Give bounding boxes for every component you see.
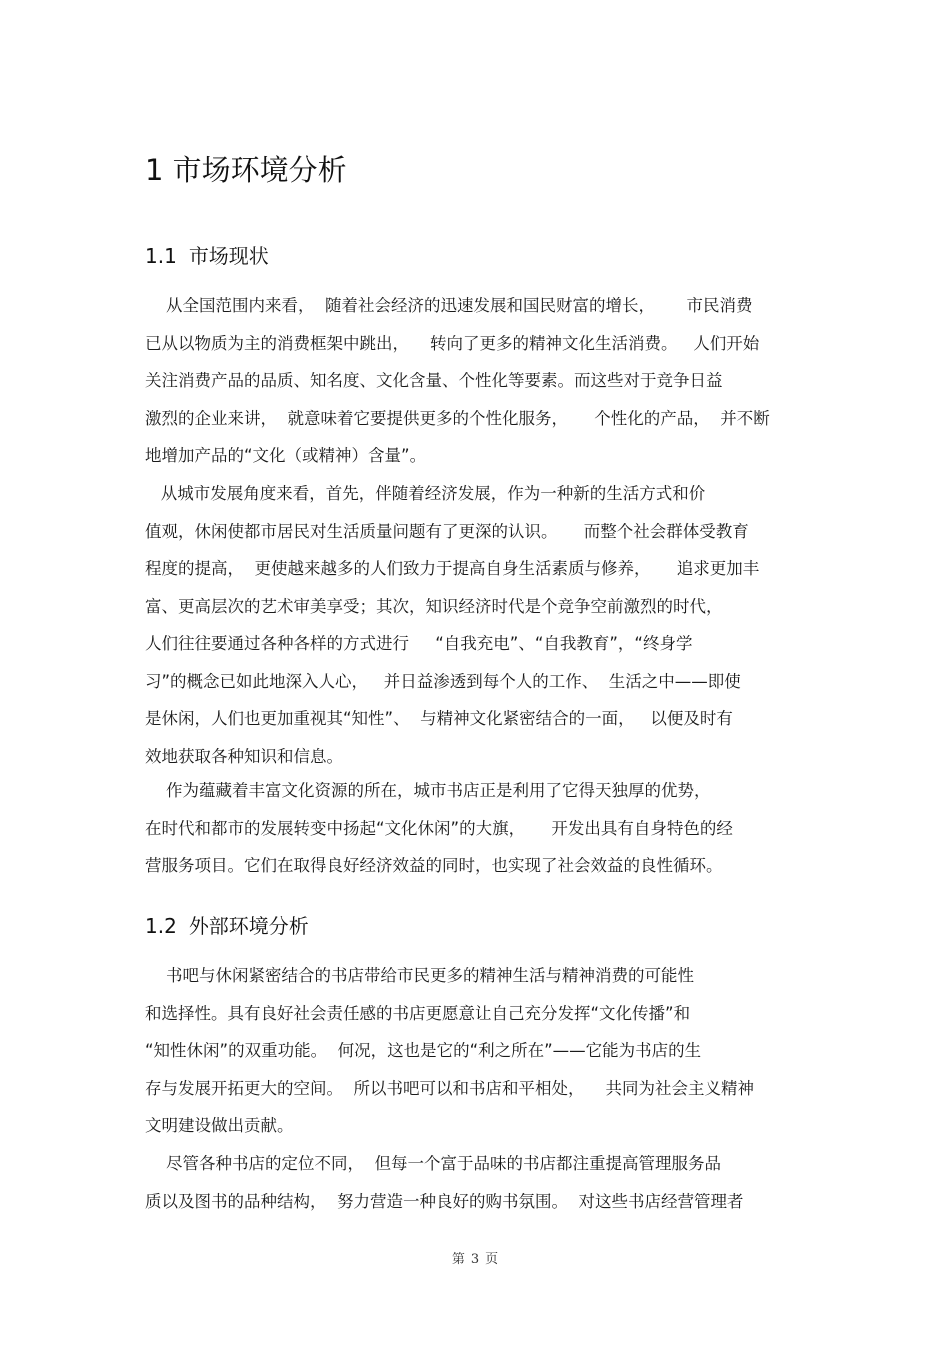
page-footer — [0, 1248, 950, 1267]
paragraph-3 — [145, 772, 810, 885]
page-suffix: 页 — [485, 1252, 499, 1267]
text-line: 营服务项目。它们在取得良好经济效益的同时，也实现了社会效益的良性循环。 — [145, 856, 723, 875]
section-number: 1.1 — [145, 244, 177, 268]
text-line: 富、更高层次的艺术审美享受；其次，知识经济时代是个竞争空前激烈的时代， — [145, 596, 723, 616]
text-line: 程度的提高， 更使越来越多的人们致力于提高自身生活素质与修养， 追求更加丰 — [145, 559, 760, 578]
paragraph-1 — [145, 287, 810, 475]
text-line: 尽管各种书店的定位不同， 但每一个富于品味的书店都注重提高管理服务品 — [145, 1154, 721, 1173]
section-heading-1-1 — [145, 241, 269, 271]
text-line: 值观，休闲使都市居民对生活质量问题有了更深的认识。 而整个社会群体受教育 — [145, 521, 749, 541]
section-number: 1.2 — [145, 914, 177, 938]
section-heading-1-2 — [145, 911, 309, 941]
page-number: 3 — [470, 1252, 480, 1267]
text-line: 是休闲，人们也更加重视其“知性”、 与精神文化紧密结合的一面， 以便及时有 — [145, 709, 733, 728]
text-line: 人们往往要通过各种各样的方式进行 “自我充电”、“自我教育”，“终身学 — [145, 634, 693, 653]
chapter-heading: 1 市场环境分析 — [145, 153, 347, 187]
text-line: 存与发展开拓更大的空间。 所以书吧可以和书店和平相处， 共同为社会主义精神 — [145, 1078, 754, 1098]
text-line: 已从以物质为主的消费框架中跳出， 转向了更多的精神文化生活消费。 人们开始 — [145, 333, 760, 353]
section-title: 外部环境分析 — [188, 914, 309, 938]
paragraph-2 — [145, 475, 810, 775]
text-line: 质以及图书的品种结构， 努力营造一种良好的购书氛围。 对这些书店经营管理者 — [145, 1191, 744, 1211]
text-line: 从城市发展角度来看，首先，伴随着经济发展，作为一种新的生活方式和价 — [145, 484, 706, 503]
page-prefix: 第 — [451, 1252, 465, 1267]
text-line: “知性休闲”的双重功能。 何况，这也是它的“利之所在”——它能为书店的生 — [145, 1041, 702, 1060]
paragraph-5 — [145, 1145, 810, 1220]
text-line: 关注消费产品的品质、知名度、文化含量、个性化等要素。而这些对于竞争日益 — [145, 371, 723, 390]
section-title: 市场现状 — [188, 244, 269, 268]
text-line: 文明建设做出贡献。 — [145, 1116, 294, 1135]
text-line: 激烈的企业来讲， 就意味着它要提供更多的个性化服务， 个性化的产品， 并不断 — [145, 408, 770, 428]
text-line: 效地获取各种知识和信息。 — [145, 746, 343, 766]
text-line: 在时代和都市的发展转变中扬起“文化休闲”的大旗， 开发出具有自身特色的经 — [145, 818, 733, 838]
text-line: 习”的概念已如此地深入人心， 并日益渗透到每个人的工作、 生活之中——即使 — [145, 671, 741, 691]
text-line: 和选择性。具有良好社会责任感的书店更愿意让自己充分发挥“文化传播”和 — [145, 1003, 691, 1023]
paragraph-4 — [145, 957, 810, 1145]
text-line: 书吧与休闲紧密结合的书店带给市民更多的精神生活与精神消费的可能性 — [145, 966, 694, 985]
text-line: 从全国范围内来看， 随着社会经济的迅速发展和国民财富的增长， 市民消费 — [145, 296, 753, 315]
text-line: 地增加产品的“文化（或精神）含量”。 — [145, 446, 427, 465]
text-line: 作为蕴藏着丰富文化资源的所在，城市书店正是利用了它得天独厚的优势， — [145, 781, 711, 800]
